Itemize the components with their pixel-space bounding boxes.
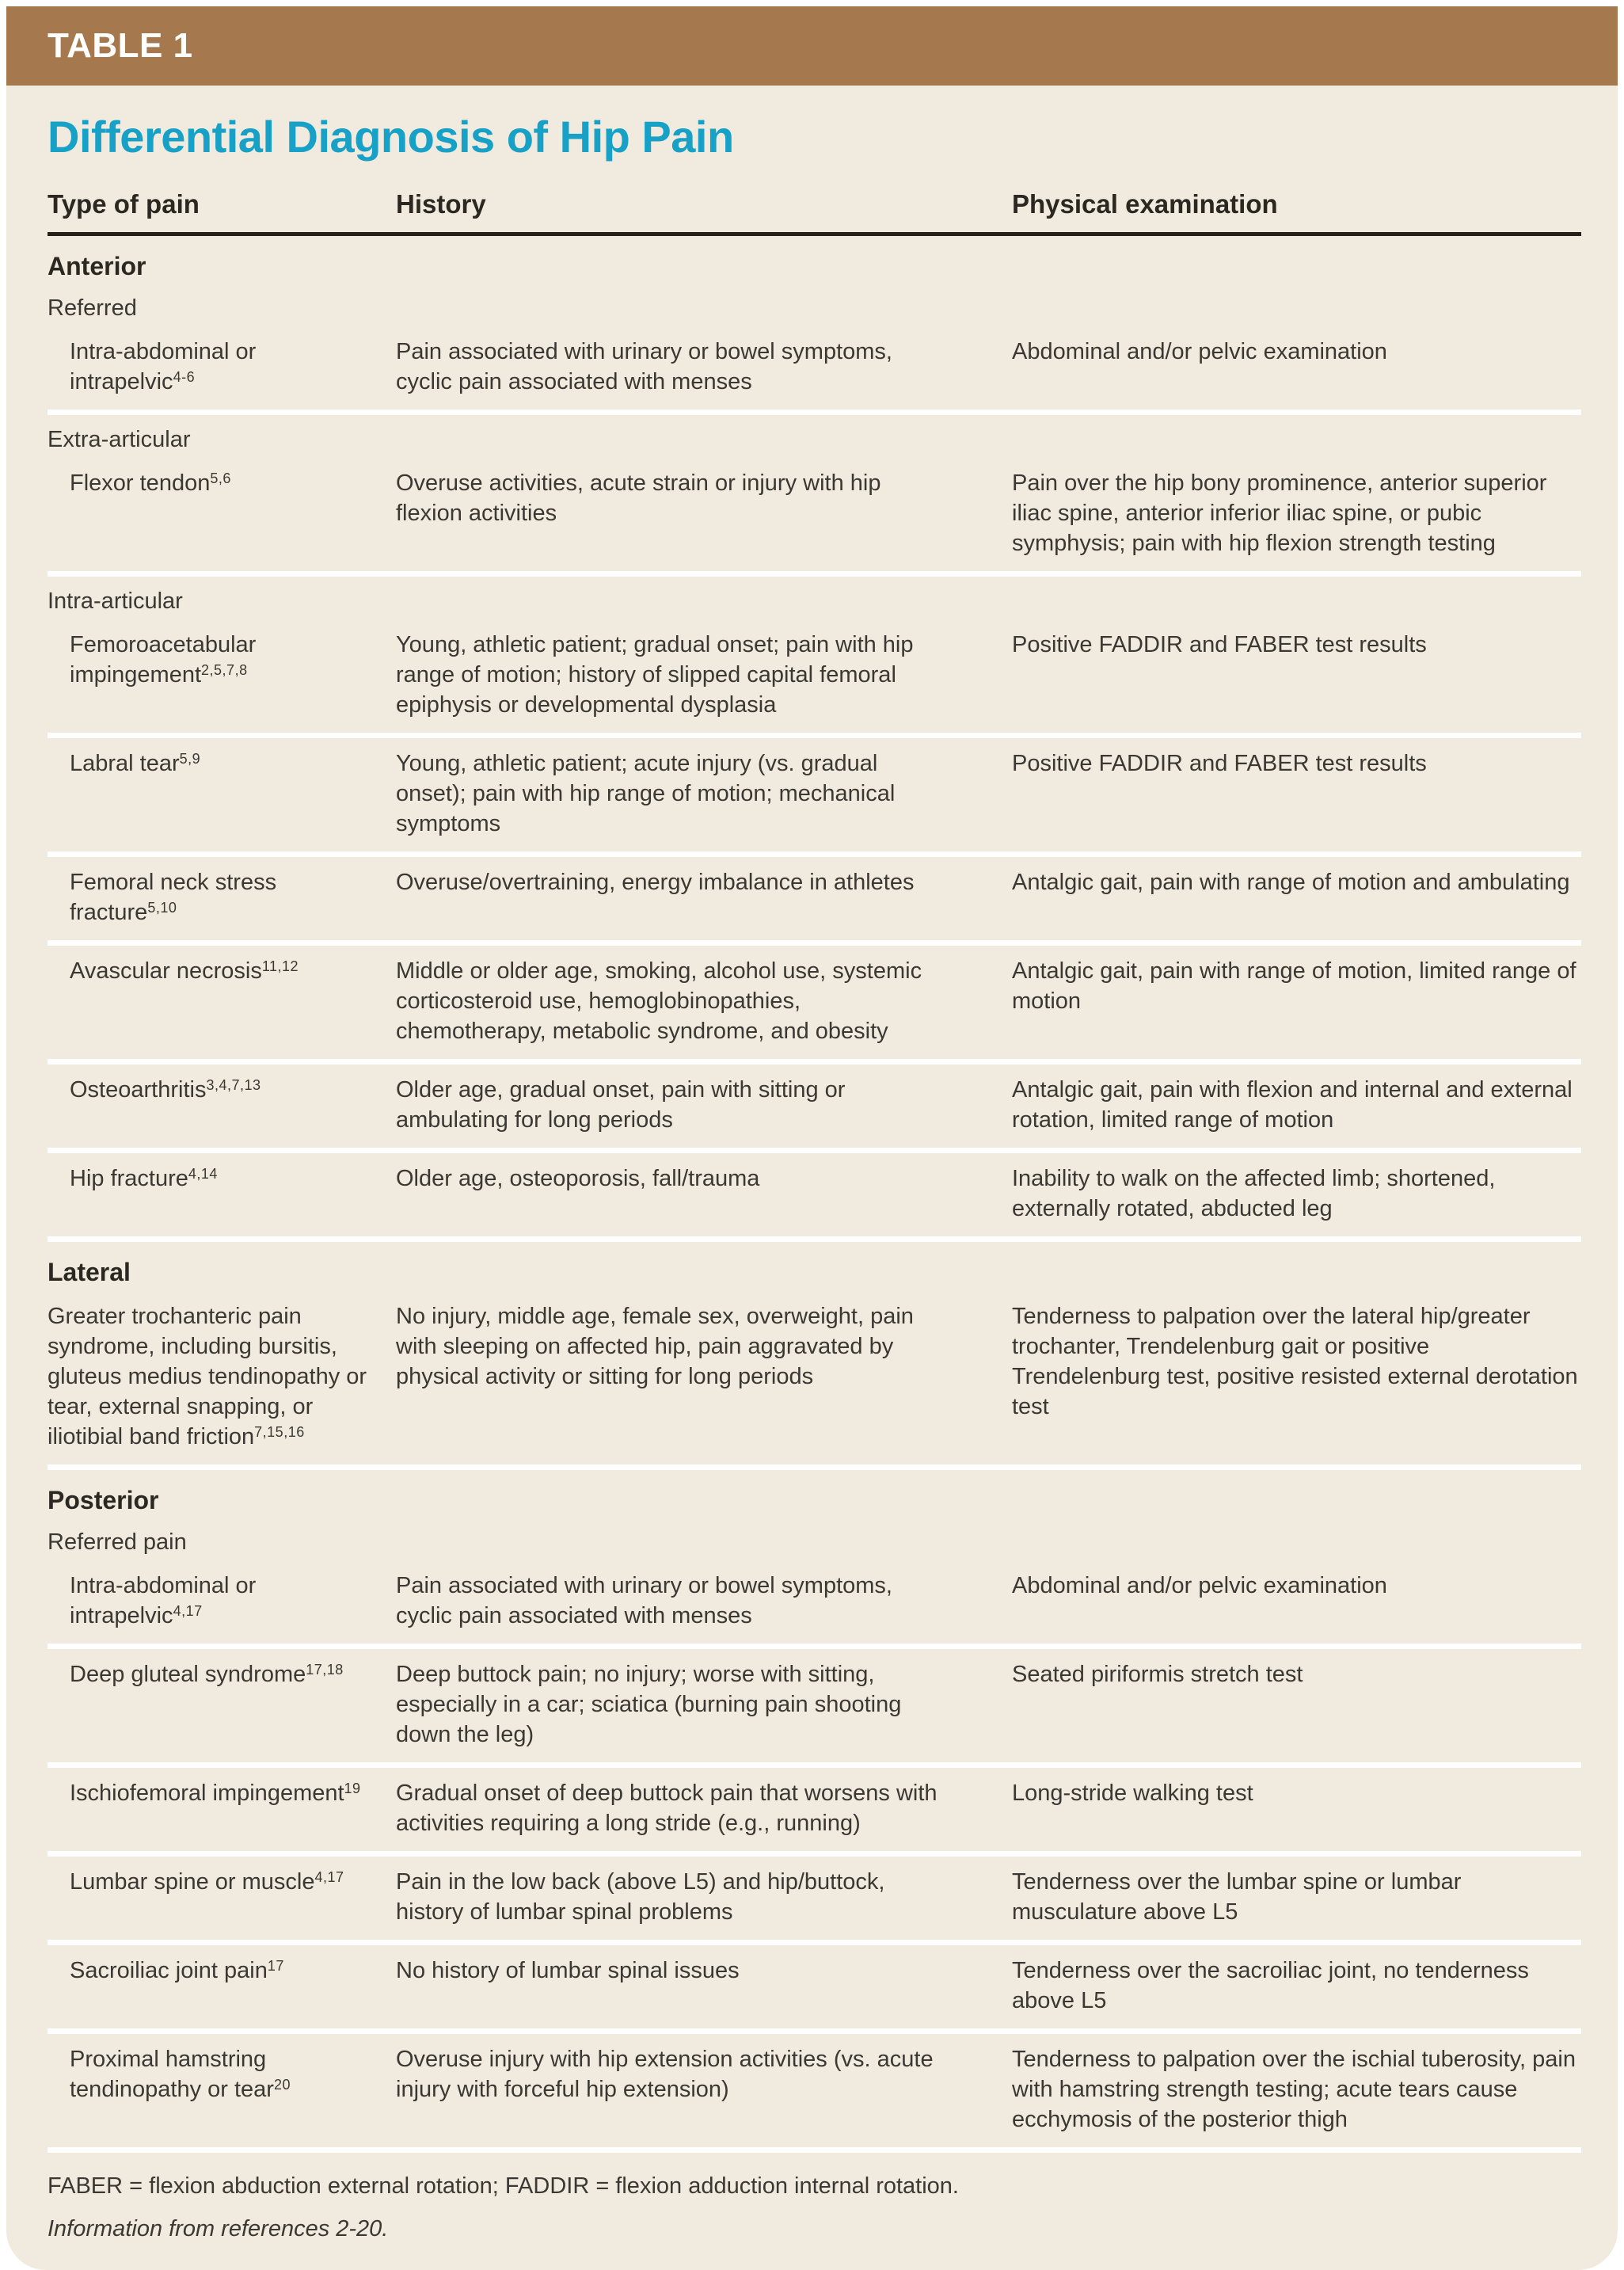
table-row [48,1291,1581,1470]
row-exam: Pain over the hip bony prominence, anterior superior iliac spine, anterior inferior iliac spine, or pubic symphysis; pain with hip flexion strength testing [1012,470,1547,556]
table-row [48,738,1581,857]
row-label: Hip fracture [70,1166,188,1191]
row-label: Deep gluteal syndrome [70,1662,306,1687]
table-row [48,2034,1581,2153]
table-number-label: TABLE 1 [48,26,193,65]
row-history: Pain associated with urinary or bowel symptoms, cyclic pain associated with menses [396,339,892,394]
row-label: Flexor tendon [70,470,211,496]
table-row [48,1649,1581,1768]
row-history: Gradual onset of deep buttock pain that worsens with activities requiring a long stride (e.g., running) [396,1781,938,1836]
row-history: Overuse injury with hip extension activities (vs. acute injury with forceful hip extension) [396,2047,934,2102]
column-header-type: Type of pain [48,189,200,219]
row-exam: Positive FADDIR and FABER test results [1012,632,1427,657]
reference-superscript: 4,17 [173,1603,203,1619]
reference-superscript: 5,9 [179,751,201,767]
table-sheet [6,6,1618,2270]
row-label: Ischiofemoral impingement [70,1781,344,1806]
row-label: Intra-abdominal or intrapelvic [70,1573,257,1628]
subsection-extra-articular: Extra-articular [48,427,191,452]
row-exam: Long-stride walking test [1012,1781,1253,1806]
table-content [6,111,1618,2270]
subsection-referred: Referred [48,295,137,321]
column-header-exam: Physical examination [1012,189,1278,219]
row-exam: Positive FADDIR and FABER test results [1012,751,1427,776]
table-row [48,1857,1581,1945]
row-history: Pain in the low back (above L5) and hip/buttock, history of lumbar spinal problems [396,1869,885,1925]
reference-superscript: 4-6 [173,369,196,385]
row-label: Sacroiliac joint pain [70,1958,268,1983]
subsection-referred-pain: Referred pain [48,1529,187,1555]
row-label: Femoral neck stress fracture [70,870,277,925]
section-header-anterior: Anterior [48,252,146,280]
table-row [48,326,1581,415]
row-exam: Antalgic gait, pain with flexion and internal and external rotation, limited range of motion [1012,1077,1573,1133]
row-history: Overuse/overtraining, energy imbalance in athletes [396,870,915,895]
subsection-intra-articular: Intra-articular [48,588,183,614]
reference-superscript: 4,17 [314,1869,344,1885]
table-row [48,1065,1581,1153]
row-label: Avascular necrosis [70,958,262,984]
reference-superscript: 17 [267,1958,284,1974]
reference-superscript: 5,6 [210,470,231,486]
reference-superscript: 4,14 [188,1166,218,1182]
reference-superscript: 17,18 [306,1662,344,1678]
row-exam: Seated piriformis stretch test [1012,1662,1303,1687]
reference-superscript: 2,5,7,8 [201,662,248,678]
row-exam: Antalgic gait, pain with range of motion and ambulating [1012,870,1570,895]
section-header-lateral: Lateral [48,1258,131,1286]
row-label: Intra-abdominal or intrapelvic [70,339,257,394]
row-label: Osteoarthritis [70,1077,207,1103]
row-label: Proximal hamstring tendinopathy or tear [70,2047,274,2102]
table-row [48,1153,1581,1242]
reference-superscript: 5,10 [147,900,177,916]
reference-superscript: 3,4,7,13 [206,1077,261,1093]
row-label: Greater trochanteric pain syndrome, including bursitis, gluteus medius tendinopathy or tear, external snapping, or iliotibial band friction [48,1304,367,1449]
row-history: Young, athletic patient; acute injury (vs. gradual onset); pain with hip range of motion; mechanical symptoms [396,751,896,836]
reference-superscript: 20 [273,2077,291,2093]
row-label: Femoroacetabular impingement [70,632,257,687]
row-label: Labral tear [70,751,180,776]
row-exam: Abdominal and/or pelvic examination [1012,1573,1387,1598]
row-exam: Tenderness to palpation over the ischial tuberosity, pain with hamstring strength testing; acute tears cause ecchymosis of the posterior thigh [1012,2047,1576,2132]
column-header-row [48,189,1581,236]
row-history: Pain associated with urinary or bowel symptoms, cyclic pain associated with menses [396,1573,892,1628]
table-row [48,619,1581,738]
row-history: No injury, middle age, female sex, overweight, pain with sleeping on affected hip, pain aggravated by physical activity or sitting for long periods [396,1304,914,1389]
table-row [48,1560,1581,1649]
table-title: Differential Diagnosis of Hip Pain [48,112,734,162]
row-exam: Antalgic gait, pain with range of motion, limited range of motion [1012,958,1576,1014]
row-history: Older age, osteoporosis, fall/trauma [396,1166,760,1191]
row-history: No history of lumbar spinal issues [396,1958,740,1983]
table-row [48,946,1581,1065]
section-header-posterior: Posterior [48,1486,159,1514]
column-header-history: History [396,189,486,219]
table-row [48,1945,1581,2034]
reference-superscript: 19 [344,1781,361,1796]
row-history: Deep buttock pain; no injury; worse with sitting, especially in a car; sciatica (burning pain shooting down the leg) [396,1662,902,1747]
row-exam: Inability to walk on the affected limb; shortened, externally rotated, abducted leg [1012,1166,1496,1221]
table-row [48,857,1581,946]
row-history: Middle or older age, smoking, alcohol use, systemic corticosteroid use, hemoglobinopathies, chemotherapy, metabolic syndrome, and obesity [396,958,922,1044]
reference-superscript: 7,15,16 [254,1424,305,1440]
row-history: Overuse activities, acute strain or injury with hip flexion activities [396,470,881,526]
table-row [48,1768,1581,1857]
row-exam: Tenderness to palpation over the lateral hip/greater trochanter, Trendelenburg gait or positive Trendelenburg test, positive resisted external derotation test [1012,1304,1578,1419]
row-exam: Tenderness over the lumbar spine or lumbar musculature above L5 [1012,1869,1462,1925]
abbreviations-note: FABER = flexion abduction external rotation; FADDIR = flexion adduction internal rotation. [48,2173,959,2199]
row-exam: Tenderness over the sacroiliac joint, no tenderness above L5 [1012,1958,1529,2013]
source-note: Information from references 2-20. [48,2216,389,2241]
table-row [48,458,1581,577]
reference-superscript: 11,12 [261,958,299,974]
row-exam: Abdominal and/or pelvic examination [1012,339,1387,364]
table-number-bar [6,6,1618,86]
row-history: Young, athletic patient; gradual onset; pain with hip range of motion; history of slipped capital femoral epiphysis or developmental dysplasia [396,632,914,718]
row-history: Older age, gradual onset, pain with sitting or ambulating for long periods [396,1077,846,1133]
row-label: Lumbar spine or muscle [70,1869,315,1895]
